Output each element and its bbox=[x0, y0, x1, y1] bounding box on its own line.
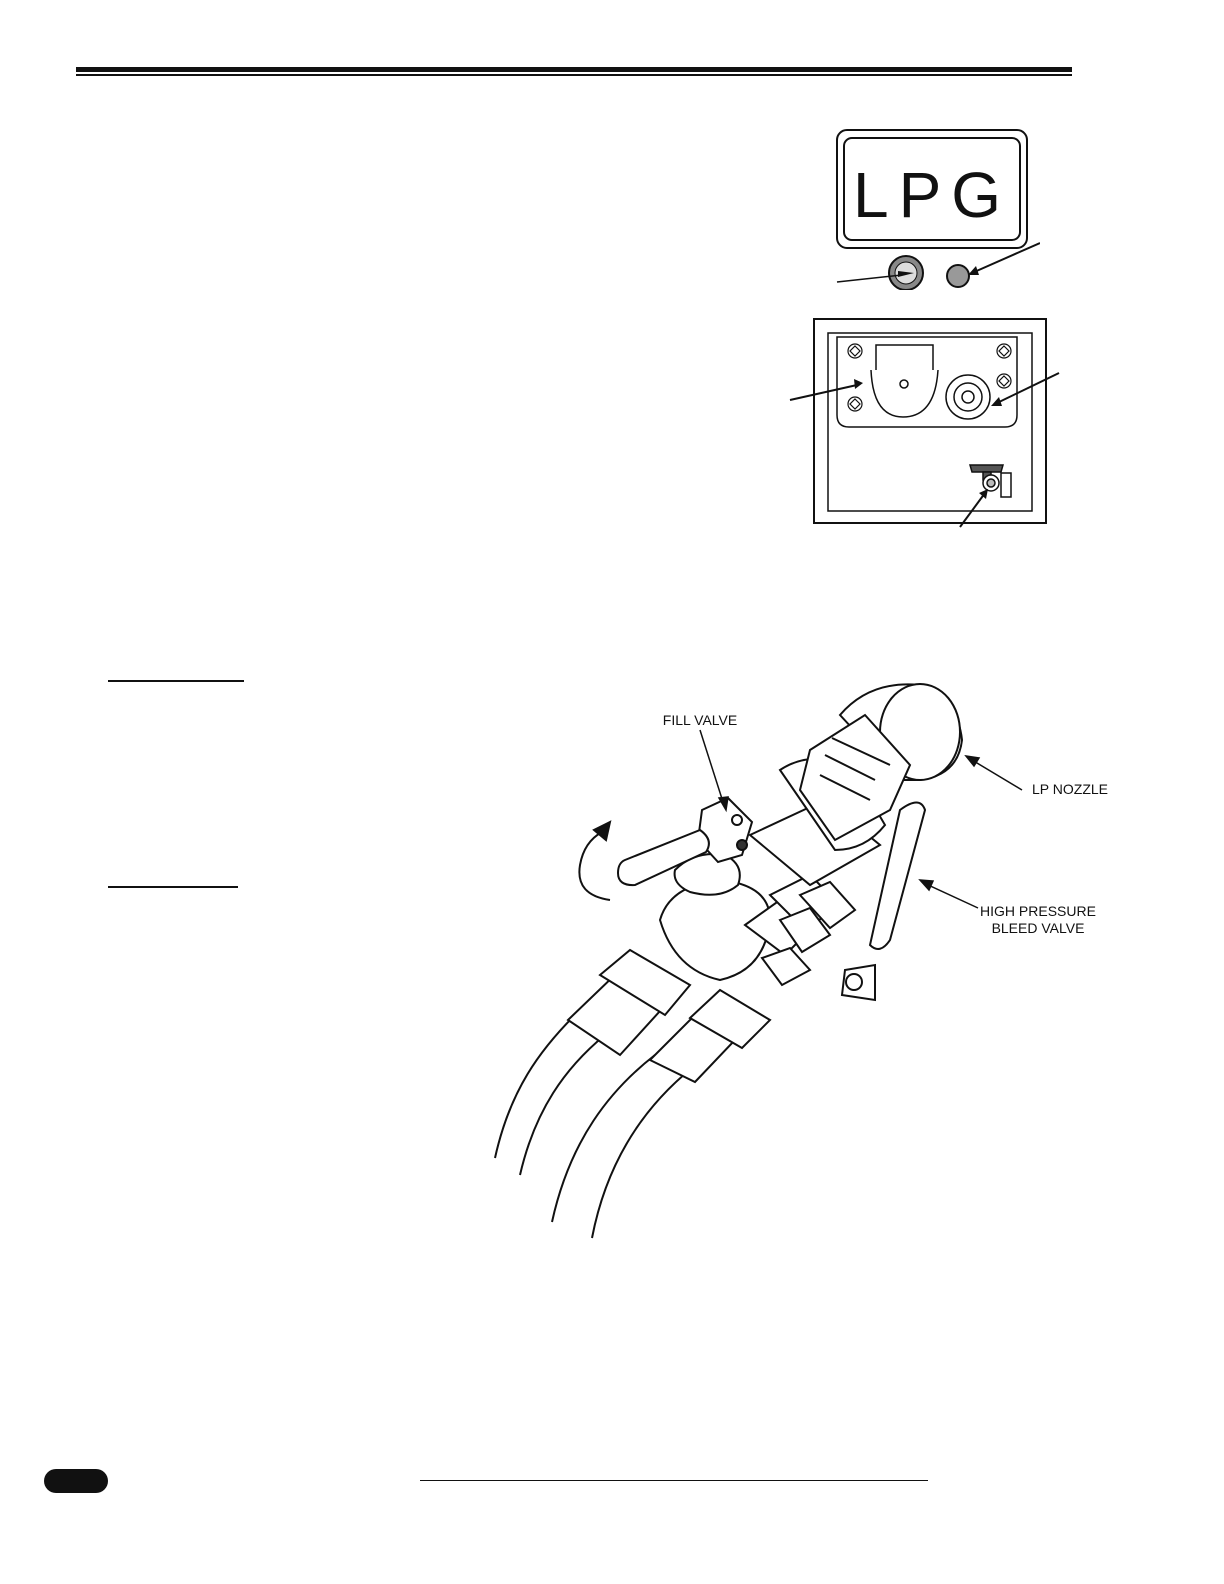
indicator-button-icon bbox=[947, 265, 969, 287]
lp-nozzle-callout: LP NOZZLE bbox=[1032, 781, 1108, 797]
header-rule-thin bbox=[76, 74, 1072, 76]
lpg-label-plate bbox=[830, 125, 1040, 290]
footer-rule bbox=[420, 1480, 928, 1481]
lpg-label-text: LPG bbox=[852, 159, 1012, 231]
header-rule-thick bbox=[76, 67, 1072, 72]
section-heading-underline bbox=[108, 680, 244, 682]
fill-valve-callout: FILL VALVE bbox=[662, 712, 738, 728]
lp-nozzle-illustration bbox=[480, 670, 1120, 1250]
fill-cap-icon bbox=[871, 345, 938, 417]
bleed-valve-callout-line1: HIGH PRESSURE bbox=[980, 903, 1096, 919]
pressure-gauge-icon bbox=[889, 256, 923, 290]
bleed-fitting-icon bbox=[946, 375, 990, 419]
fill-panel-diagram bbox=[785, 315, 1065, 530]
bleed-valve-callout-line2: BLEED VALVE bbox=[991, 920, 1085, 936]
page-number-tab bbox=[44, 1469, 108, 1493]
section-heading-underline bbox=[108, 886, 238, 888]
